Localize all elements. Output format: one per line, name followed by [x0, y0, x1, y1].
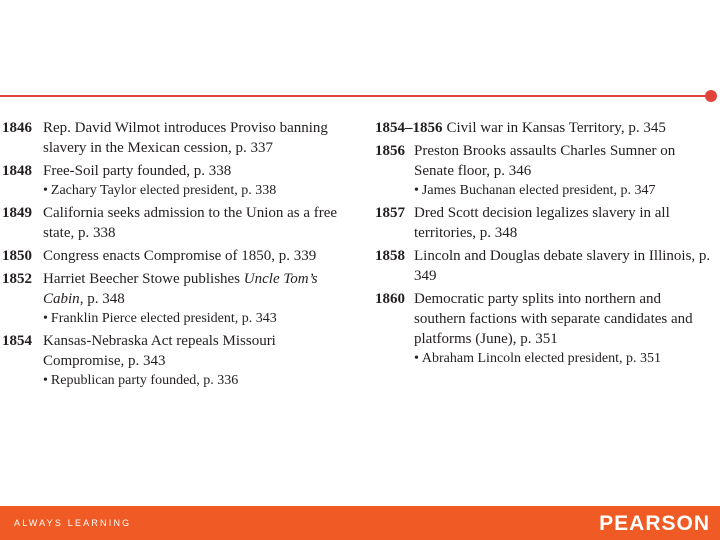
- footer-tagline: ALWAYS LEARNING: [14, 518, 132, 528]
- entry-bullet: [43, 371, 352, 390]
- entry-year: 1846: [2, 120, 32, 136]
- entry-bullet: [43, 309, 352, 328]
- entry-text-part: , p. 348: [79, 291, 125, 307]
- pearson-logo: PEARSON: [599, 512, 710, 535]
- entry-year: 1858: [375, 248, 405, 264]
- timeline-entry: [375, 289, 715, 368]
- timeline-entry: [2, 331, 352, 390]
- timeline-entry: [2, 161, 352, 200]
- entry-year: 1854–1856: [375, 120, 443, 136]
- entry-year: 1856: [375, 143, 405, 159]
- timeline-entry: [2, 118, 352, 158]
- entry-year: 1857: [375, 205, 405, 221]
- entry-body: [43, 203, 352, 243]
- entry-body: [414, 141, 715, 200]
- entry-year: 1849: [2, 205, 32, 221]
- bullet-icon: •: [43, 183, 48, 198]
- rule-end-dot: [705, 90, 717, 102]
- entry-body: [447, 118, 666, 138]
- entry-year: 1854: [2, 333, 32, 349]
- timeline-right-column: [375, 118, 715, 371]
- entry-year: 1850: [2, 248, 32, 264]
- entry-body: [43, 269, 352, 328]
- entry-text: Lincoln and Douglas debate slavery in Illinois, p. 349: [414, 248, 711, 284]
- entry-text: Congress enacts Compromise of 1850, p. 339: [43, 248, 317, 264]
- bullet-text: Zachary Taylor elected president, p. 338: [50, 183, 277, 198]
- timeline-entry: [2, 246, 352, 266]
- entry-body: [43, 118, 352, 158]
- timeline-entry: [375, 203, 715, 243]
- entry-bullet: [414, 349, 715, 368]
- bullet-text: James Buchanan elected president, p. 347: [421, 183, 656, 198]
- entry-bullet: [414, 181, 715, 200]
- entry-text: [43, 269, 352, 309]
- bullet-icon: •: [43, 311, 48, 326]
- entry-bullet: [43, 181, 352, 200]
- bullet-icon: •: [414, 351, 419, 366]
- entry-body: [43, 161, 352, 200]
- entry-text: Rep. David Wilmot introduces Proviso banning slavery in the Mexican cession, p. 337: [43, 120, 328, 156]
- book-title: Uncle Tom’s Cabin: [43, 271, 318, 307]
- entry-text-part: Harriet Beecher Stowe publishes: [43, 271, 244, 287]
- entry-body: [43, 246, 352, 266]
- header-rule: [0, 95, 709, 97]
- entry-text: Preston Brooks assaults Charles Sumner on Senate floor, p. 346: [414, 143, 676, 179]
- entry-body: [414, 203, 715, 243]
- bullet-icon: •: [414, 183, 419, 198]
- entry-text: Free-Soil party founded, p. 338: [43, 163, 232, 179]
- entry-text: Dred Scott decision legalizes slavery in all territories, p. 348: [414, 205, 670, 241]
- bullet-icon: •: [43, 373, 48, 388]
- entry-text: California seeks admission to the Union as a free state, p. 338: [43, 205, 338, 241]
- entry-body: [414, 289, 715, 368]
- entry-text: Democratic party splits into northern and southern factions with separate candidates and platforms (June), p. 351: [414, 291, 693, 347]
- bullet-text: Republican party founded, p. 336: [50, 373, 239, 388]
- entry-body: [414, 246, 715, 286]
- entry-year: 1860: [375, 291, 405, 307]
- bullet-text: Abraham Lincoln elected president, p. 351: [421, 351, 661, 366]
- timeline-left-column: [2, 118, 352, 393]
- timeline-entry: [375, 141, 715, 200]
- timeline-entry: [375, 118, 715, 138]
- timeline-entry: [2, 269, 352, 328]
- timeline-entry: [2, 203, 352, 243]
- bullet-text: Franklin Pierce elected president, p. 343: [50, 311, 277, 326]
- entry-year: 1852: [2, 271, 32, 287]
- timeline-entry: [375, 246, 715, 286]
- entry-body: [43, 331, 352, 390]
- entry-text: Kansas-Nebraska Act repeals Missouri Compromise, p. 343: [43, 333, 276, 369]
- entry-text: Civil war in Kansas Territory, p. 345: [446, 120, 666, 136]
- entry-year: 1848: [2, 163, 32, 179]
